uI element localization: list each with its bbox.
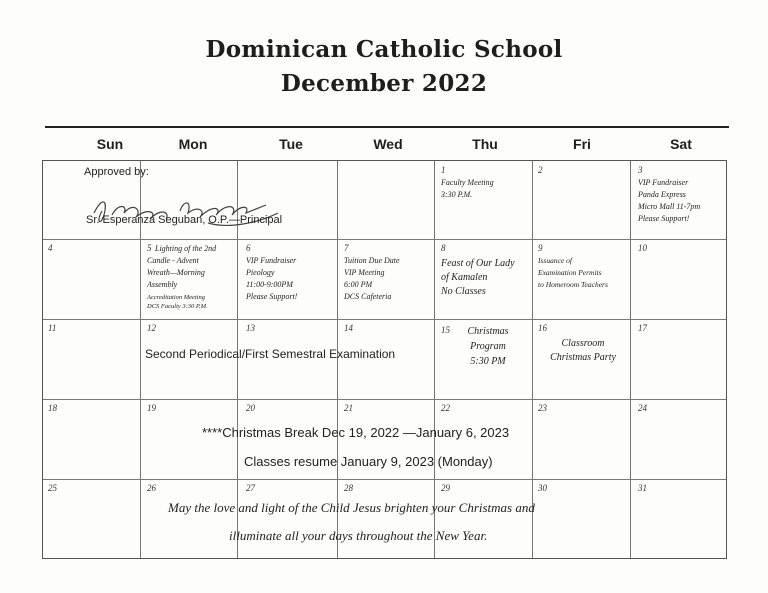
date-2: 2 [538,165,543,175]
event-advent-assembly-cont: Candle - Advent Wreath—Morning Assembly [147,256,205,289]
day-header-wed: Wed [373,136,403,152]
date-23: 23 [538,403,547,413]
date-3: 3 [638,165,643,175]
event-vip-fundraiser-panda: VIP Fundraiser Panda Express Micro Mall 11-7pm Please Support! [638,178,701,223]
approved-by-label: Approved by: [84,166,149,178]
date-5: 5 [147,243,152,253]
month-title: December 2022 [280,70,488,97]
classes-resume-banner: Classes resume January 9, 2023 (Monday) [244,454,493,469]
date-29: 29 [441,483,450,493]
date-7: 7 [344,243,349,253]
event-tuition-vip-meeting: Tuition Due Date VIP Meeting 6:00 PM DCS Cafeteria [344,256,400,301]
event-accreditation-meeting: Accreditation Meeting DCS Faculty 3:30 P.M. [147,294,208,310]
date-30: 30 [538,483,547,493]
date-8: 8 [441,243,446,253]
event-feast-kamalen: Feast of Our Lady of Kamalen No Classes [441,258,515,297]
event-faculty-meeting: Faculty Meeting 3:30 P.M. [441,178,494,199]
blessing-line-1: May the love and light of the Child Jesus brighten your Christmas and [168,500,535,515]
event-advent-assembly: Lighting of the 2nd [155,244,217,253]
date-11: 11 [48,323,57,333]
day-header-mon: Mon [178,136,208,152]
date-27: 27 [246,483,255,493]
grid-line [43,239,726,240]
exam-banner: Second Periodical/First Semestral Examination [145,347,396,361]
date-12: 12 [147,323,156,333]
grid-line [43,479,726,480]
date-21: 21 [344,403,353,413]
date-26: 26 [147,483,156,493]
date-24: 24 [638,403,647,413]
date-16: 16 [538,323,547,333]
day-header-fri: Fri [573,136,591,152]
event-classroom-party: Classroom Christmas Party [550,338,616,363]
day-header-tue: Tue [279,136,303,152]
date-10: 10 [638,243,647,253]
header-rule [45,126,729,128]
date-22: 22 [441,403,450,413]
grid-line [532,161,533,558]
christmas-break-banner: ****Christmas Break Dec 19, 2022 —January 6, 2023 [202,425,510,440]
date-18: 18 [48,403,57,413]
date-17: 17 [638,323,647,333]
date-13: 13 [246,323,255,333]
event-examination-permits: Issuance of Examination Permits to Homeroom Teachers [538,256,608,289]
date-31: 31 [638,483,647,493]
date-28: 28 [344,483,353,493]
date-19: 19 [147,403,156,413]
date-14: 14 [344,323,353,333]
date-4: 4 [48,243,53,253]
event-vip-fundraiser-pieology: VIP Fundraiser Pieology 11:00-9:00PM Please Support! [246,256,298,301]
date-6: 6 [246,243,251,253]
date-15: 15 [441,325,450,335]
day-header-thu: Thu [472,136,498,152]
grid-line [434,161,435,558]
grid-line [630,161,631,558]
principal-name: Sr. Esperanza Seguban, O.P.—Principal [86,214,283,226]
day-header-sun: Sun [96,136,124,152]
grid-line [43,399,726,400]
school-title: Dominican Catholic School [205,36,563,63]
grid-line [43,319,726,320]
date-9: 9 [538,243,543,253]
date-25: 25 [48,483,57,493]
date-20: 20 [246,403,255,413]
event-christmas-program: Christmas Program 5:30 PM [467,326,509,367]
date-1: 1 [441,165,446,175]
day-header-sat: Sat [670,136,692,152]
blessing-line-2: illuminate all your days throughout the New Year. [229,528,488,543]
